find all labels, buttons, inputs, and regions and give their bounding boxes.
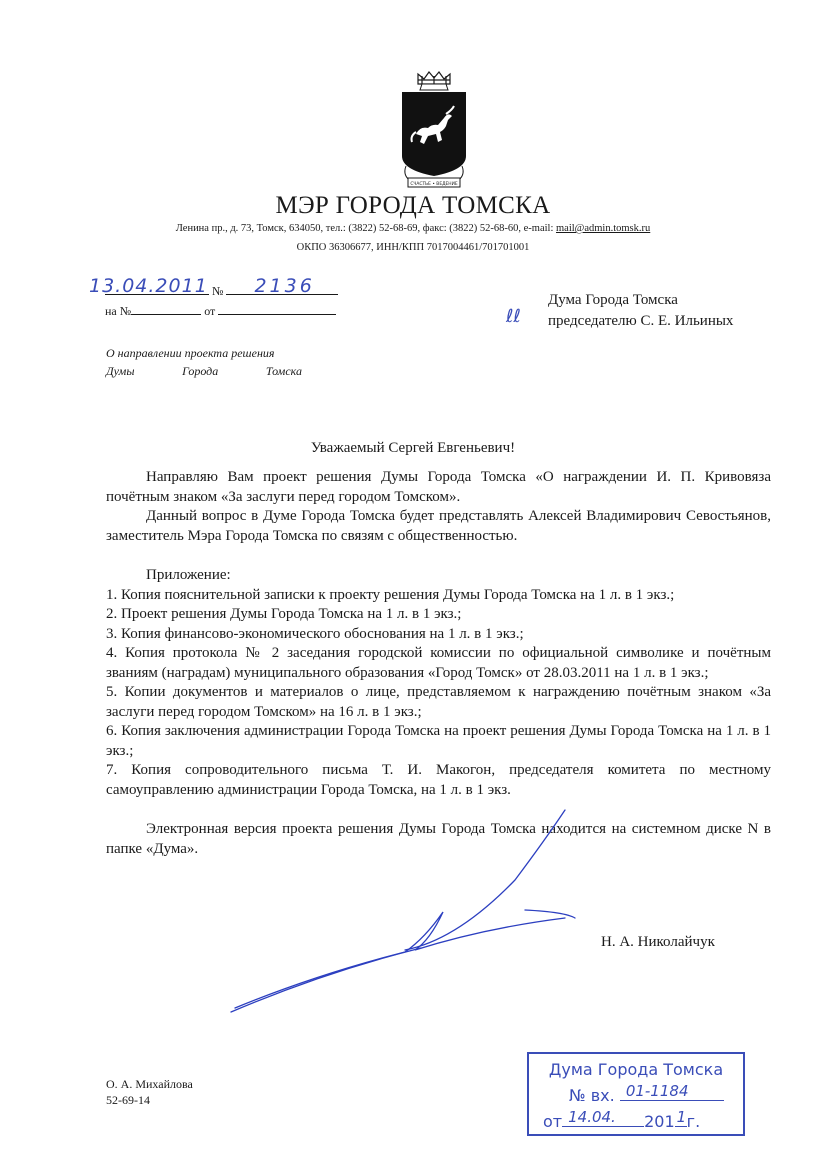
addressee-block (548, 290, 733, 332)
stamp-year-field (675, 1108, 687, 1127)
addressee-line-2: председателю С. Е. Ильиных (548, 313, 734, 329)
handwritten-signature (225, 800, 595, 1020)
subject-line-1: О направлении проекта решения (106, 346, 275, 360)
executor-block (106, 1076, 193, 1108)
outgoing-registration (89, 275, 338, 299)
attachment-item: 3. Копия финансово-экономического обоснования на 1 л. в 1 экз.; (106, 625, 524, 642)
stamp-date-field (562, 1108, 644, 1127)
attachment-item: 2. Проект решения Думы Города Томска на 1 л. в 1 экз.; (106, 606, 462, 622)
outgoing-number-handwritten: 2136 (254, 275, 315, 297)
coat-of-arms-emblem (398, 70, 470, 192)
document-title: МЭР ГОРОДА ТОМСКА (275, 192, 551, 219)
crest-motto: СЧАСТЬЕ • ВЕДЕНИЕ (410, 182, 458, 187)
stamp-number-field (620, 1082, 724, 1101)
handwritten-addressee-mark: ℓℓ (506, 306, 521, 327)
attachment-item: 6. Копия заключения администрации Города Томска на проект решения Думы Города Томска на 1 л. в 1 экз.; (106, 723, 771, 759)
stamp-year-suffix: г. (686, 1112, 701, 1131)
stamp-year-handwritten: 1 (676, 1108, 687, 1126)
ref-label: на № (105, 304, 132, 318)
signer-name: Н. А. Николайчук (601, 934, 715, 950)
email-link[interactable]: mail@admin.tomsk.ru (556, 223, 651, 234)
organization-codes: ОКПО 36306677, ИНН/КПП 7017004461/701701001 (296, 242, 530, 253)
outgoing-date-field (89, 275, 209, 297)
sender-address (0, 223, 826, 234)
addressee-line-1: Дума Города Томска (548, 292, 678, 308)
subject-word: Города (182, 364, 219, 378)
stamp-title: Дума Города Томска (548, 1060, 724, 1079)
attachment-item: 5. Копии документов и материалов о лице, представляемом к награждению почётным знаком «За заслуги перед городом Томском» на 16 л. в 1 экз.; (106, 684, 771, 720)
executor-name: О. А. Михайлова (106, 1077, 193, 1091)
subject-line-2 (106, 362, 302, 380)
electronic-version-note: Электронная версия проекта решения Думы Города Томска находится на системном диске N в папке «Дума». (106, 821, 771, 857)
reference-registration (105, 302, 336, 319)
letter-subject (106, 344, 302, 380)
incoming-registration-stamp (527, 1052, 745, 1136)
ref-date-field (218, 302, 336, 315)
body-paragraph: Направляю Вам проект решения Думы Города Томска «О награждении И. П. Кривовяза почётным знаком «За заслуги перед городом Томском». (106, 469, 771, 505)
stamp-number-handwritten: 01-1184 (625, 1082, 689, 1100)
attachment-item: 7. Копия сопроводительного письма Т. И. Макогон, председателя комитета по местному самоуправлению администрации Города Томска, на 1 л. в 1 экз. (106, 762, 771, 798)
stamp-date-label: от (543, 1112, 563, 1131)
stamp-number-label: № вх. (569, 1086, 615, 1105)
number-label: № (212, 284, 224, 298)
outgoing-date-handwritten: 13.04.2011 (89, 275, 208, 297)
outgoing-number-field (226, 275, 338, 297)
attachments-heading: Приложение: (146, 567, 231, 583)
attachment-item: 1. Копия пояснительной записки к проекту решения Думы Города Томска на 1 л. в 1 экз.; (106, 586, 675, 603)
ref-number-field (131, 302, 201, 315)
stamp-date-handwritten: 14.04. (568, 1108, 616, 1126)
from-label: от (204, 304, 216, 318)
body-paragraph: Данный вопрос в Думе Города Томска будет представлять Алексей Владимирович Севостьянов, заместитель Мэра Города Томска по связям с общественностью. (106, 508, 771, 544)
stamp-year-printed: 201 (644, 1112, 675, 1131)
stamp-number-row (569, 1082, 724, 1105)
greeting: Уважаемый Сергей Евгеньевич! (310, 440, 516, 456)
stamp-date-row (543, 1108, 701, 1131)
address-text: Ленина пр., д. 73, Томск, 634050, тел.: (3822) 52-68-69, факс: (3822) 52-68-60, e-mail: (175, 223, 557, 234)
attachment-item: 4. Копия протокола № 2 заседания городской комиссии по официальной символике и почётным званиям (наградам) муниципального образования «Город Томск» от 28.03.2011 на 1 л. в 1 экз.; (106, 645, 771, 681)
executor-phone: 52-69-14 (106, 1093, 150, 1107)
subject-word: Думы (106, 364, 135, 378)
subject-word: Томска (265, 364, 302, 378)
